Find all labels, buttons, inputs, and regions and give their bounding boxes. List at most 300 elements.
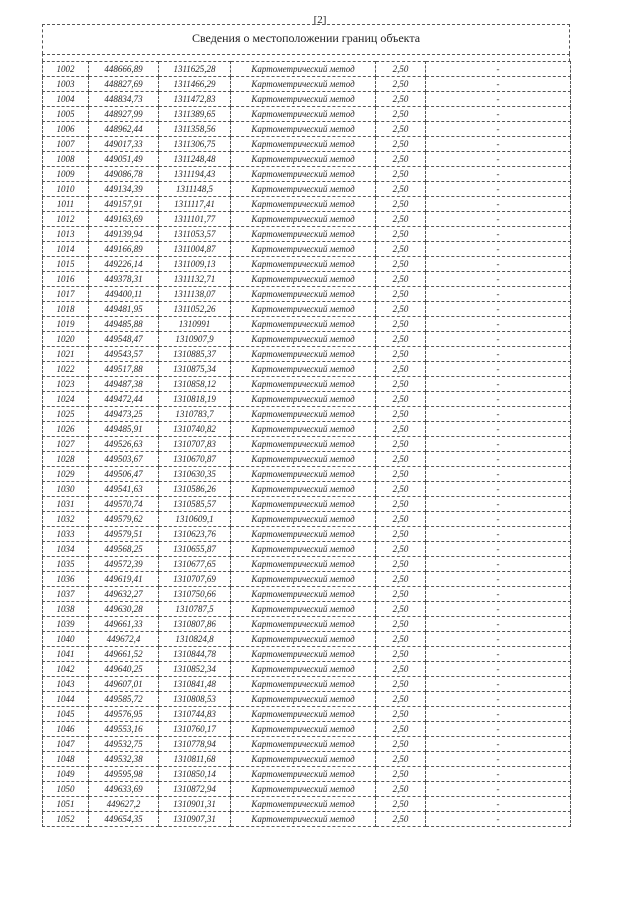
method-cell: Картометрический метод [231, 392, 376, 407]
point-number-cell: 1035 [43, 557, 89, 572]
precision-cell: 2,50 [376, 647, 426, 662]
x-coordinate-cell: 449503,67 [89, 452, 159, 467]
precision-cell: 2,50 [376, 752, 426, 767]
precision-cell: 2,50 [376, 497, 426, 512]
x-coordinate-cell: 449654,35 [89, 812, 159, 827]
description-cell: - [426, 602, 571, 617]
description-cell: - [426, 212, 571, 227]
x-coordinate-cell: 449568,25 [89, 542, 159, 557]
table-row [43, 437, 571, 452]
description-cell: - [426, 422, 571, 437]
y-coordinate-cell: 1310707,69 [159, 572, 231, 587]
table-row [43, 662, 571, 677]
x-coordinate-cell: 449627,2 [89, 797, 159, 812]
x-coordinate-cell: 449661,33 [89, 617, 159, 632]
table-row [43, 782, 571, 797]
method-cell: Картометрический метод [231, 77, 376, 92]
description-cell: - [426, 797, 571, 812]
point-number-cell: 1050 [43, 782, 89, 797]
description-cell: - [426, 182, 571, 197]
method-cell: Картометрический метод [231, 62, 376, 77]
table-row [43, 287, 571, 302]
table-row [43, 182, 571, 197]
y-coordinate-cell: 1311053,57 [159, 227, 231, 242]
header-spacer [42, 54, 570, 61]
table-row [43, 137, 571, 152]
y-coordinate-cell: 1311306,75 [159, 137, 231, 152]
precision-cell: 2,50 [376, 602, 426, 617]
precision-cell: 2,50 [376, 287, 426, 302]
table-row [43, 347, 571, 362]
table-row [43, 752, 571, 767]
point-number-cell: 1011 [43, 197, 89, 212]
y-coordinate-cell: 1310778,94 [159, 737, 231, 752]
description-cell: - [426, 542, 571, 557]
x-coordinate-cell: 449134,39 [89, 182, 159, 197]
y-coordinate-cell: 1311389,65 [159, 107, 231, 122]
x-coordinate-cell: 449166,89 [89, 242, 159, 257]
table-row [43, 767, 571, 782]
method-cell: Картометрический метод [231, 467, 376, 482]
point-number-cell: 1032 [43, 512, 89, 527]
method-cell: Картометрический метод [231, 197, 376, 212]
method-cell: Картометрический метод [231, 227, 376, 242]
x-coordinate-cell: 448827,69 [89, 77, 159, 92]
table-row [43, 692, 571, 707]
precision-cell: 2,50 [376, 212, 426, 227]
table-row [43, 617, 571, 632]
table-row [43, 452, 571, 467]
x-coordinate-cell: 449548,47 [89, 332, 159, 347]
x-coordinate-cell: 449472,44 [89, 392, 159, 407]
point-number-cell: 1039 [43, 617, 89, 632]
y-coordinate-cell: 1310670,87 [159, 452, 231, 467]
method-cell: Картометрический метод [231, 722, 376, 737]
y-coordinate-cell: 1311101,77 [159, 212, 231, 227]
coordinates-table-body [43, 62, 571, 827]
point-number-cell: 1002 [43, 62, 89, 77]
table-row [43, 242, 571, 257]
table-row [43, 482, 571, 497]
point-number-cell: 1003 [43, 77, 89, 92]
description-cell: - [426, 407, 571, 422]
precision-cell: 2,50 [376, 707, 426, 722]
precision-cell: 2,50 [376, 347, 426, 362]
method-cell: Картометрический метод [231, 362, 376, 377]
x-coordinate-cell: 449517,88 [89, 362, 159, 377]
method-cell: Картометрический метод [231, 587, 376, 602]
y-coordinate-cell: 1310844,78 [159, 647, 231, 662]
method-cell: Картометрический метод [231, 497, 376, 512]
y-coordinate-cell: 1310852,34 [159, 662, 231, 677]
point-number-cell: 1014 [43, 242, 89, 257]
description-cell: - [426, 587, 571, 602]
point-number-cell: 1049 [43, 767, 89, 782]
table-row [43, 497, 571, 512]
description-cell: - [426, 137, 571, 152]
x-coordinate-cell: 449051,49 [89, 152, 159, 167]
description-cell: - [426, 767, 571, 782]
method-cell: Картометрический метод [231, 707, 376, 722]
x-coordinate-cell: 449585,72 [89, 692, 159, 707]
y-coordinate-cell: 1310655,87 [159, 542, 231, 557]
y-coordinate-cell: 1310630,35 [159, 467, 231, 482]
x-coordinate-cell: 449532,75 [89, 737, 159, 752]
table-row [43, 92, 571, 107]
description-cell: - [426, 77, 571, 92]
description-cell: - [426, 632, 571, 647]
point-number-cell: 1030 [43, 482, 89, 497]
description-cell: - [426, 167, 571, 182]
point-number-cell: 1029 [43, 467, 89, 482]
table-row [43, 587, 571, 602]
y-coordinate-cell: 1311132,71 [159, 272, 231, 287]
precision-cell: 2,50 [376, 437, 426, 452]
x-coordinate-cell: 449485,91 [89, 422, 159, 437]
precision-cell: 2,50 [376, 467, 426, 482]
y-coordinate-cell: 1311117,41 [159, 197, 231, 212]
x-coordinate-cell: 449473,25 [89, 407, 159, 422]
method-cell: Картометрический метод [231, 137, 376, 152]
point-number-cell: 1012 [43, 212, 89, 227]
x-coordinate-cell: 449661,52 [89, 647, 159, 662]
table-row [43, 212, 571, 227]
point-number-cell: 1008 [43, 152, 89, 167]
y-coordinate-cell: 1310875,34 [159, 362, 231, 377]
method-cell: Картометрический метод [231, 122, 376, 137]
x-coordinate-cell: 449378,31 [89, 272, 159, 287]
description-cell: - [426, 362, 571, 377]
method-cell: Картометрический метод [231, 647, 376, 662]
precision-cell: 2,50 [376, 482, 426, 497]
description-cell: - [426, 617, 571, 632]
precision-cell: 2,50 [376, 767, 426, 782]
point-number-cell: 1028 [43, 452, 89, 467]
table-row [43, 77, 571, 92]
point-number-cell: 1051 [43, 797, 89, 812]
point-number-cell: 1017 [43, 287, 89, 302]
x-coordinate-cell: 449553,16 [89, 722, 159, 737]
point-number-cell: 1044 [43, 692, 89, 707]
precision-cell: 2,50 [376, 527, 426, 542]
point-number-cell: 1025 [43, 407, 89, 422]
table-row [43, 122, 571, 137]
x-coordinate-cell: 449579,51 [89, 527, 159, 542]
point-number-cell: 1040 [43, 632, 89, 647]
method-cell: Картометрический метод [231, 692, 376, 707]
x-coordinate-cell: 449487,38 [89, 377, 159, 392]
method-cell: Картометрический метод [231, 767, 376, 782]
x-coordinate-cell: 448927,99 [89, 107, 159, 122]
y-coordinate-cell: 1310808,53 [159, 692, 231, 707]
x-coordinate-cell: 449481,95 [89, 302, 159, 317]
point-number-cell: 1018 [43, 302, 89, 317]
description-cell: - [426, 317, 571, 332]
table-row [43, 512, 571, 527]
point-number-cell: 1026 [43, 422, 89, 437]
y-coordinate-cell: 1310787,5 [159, 602, 231, 617]
y-coordinate-cell: 1310585,57 [159, 497, 231, 512]
method-cell: Картометрический метод [231, 752, 376, 767]
description-cell: - [426, 722, 571, 737]
method-cell: Картометрический метод [231, 182, 376, 197]
point-number-cell: 1047 [43, 737, 89, 752]
description-cell: - [426, 122, 571, 137]
table-row [43, 542, 571, 557]
y-coordinate-cell: 1311004,87 [159, 242, 231, 257]
method-cell: Картометрический метод [231, 617, 376, 632]
method-cell: Картометрический метод [231, 452, 376, 467]
precision-cell: 2,50 [376, 182, 426, 197]
method-cell: Картометрический метод [231, 302, 376, 317]
x-coordinate-cell: 449630,28 [89, 602, 159, 617]
precision-cell: 2,50 [376, 737, 426, 752]
description-cell: - [426, 512, 571, 527]
description-cell: - [426, 707, 571, 722]
table-row [43, 632, 571, 647]
method-cell: Картометрический метод [231, 482, 376, 497]
table-row [43, 557, 571, 572]
point-number-cell: 1021 [43, 347, 89, 362]
y-coordinate-cell: 1311148,5 [159, 182, 231, 197]
precision-cell: 2,50 [376, 557, 426, 572]
precision-cell: 2,50 [376, 77, 426, 92]
x-coordinate-cell: 449607,01 [89, 677, 159, 692]
precision-cell: 2,50 [376, 542, 426, 557]
description-cell: - [426, 557, 571, 572]
table-row [43, 422, 571, 437]
point-number-cell: 1023 [43, 377, 89, 392]
description-cell: - [426, 302, 571, 317]
x-coordinate-cell: 449640,25 [89, 662, 159, 677]
x-coordinate-cell: 449226,14 [89, 257, 159, 272]
point-number-cell: 1041 [43, 647, 89, 662]
method-cell: Картометрический метод [231, 287, 376, 302]
method-cell: Картометрический метод [231, 812, 376, 827]
precision-cell: 2,50 [376, 782, 426, 797]
table-row [43, 272, 571, 287]
description-cell: - [426, 437, 571, 452]
table-row [43, 467, 571, 482]
method-cell: Картометрический метод [231, 242, 376, 257]
point-number-cell: 1015 [43, 257, 89, 272]
method-cell: Картометрический метод [231, 257, 376, 272]
precision-cell: 2,50 [376, 692, 426, 707]
table-row [43, 227, 571, 242]
precision-cell: 2,50 [376, 197, 426, 212]
description-cell: - [426, 107, 571, 122]
precision-cell: 2,50 [376, 362, 426, 377]
precision-cell: 2,50 [376, 227, 426, 242]
y-coordinate-cell: 1310623,76 [159, 527, 231, 542]
table-row [43, 362, 571, 377]
point-number-cell: 1016 [43, 272, 89, 287]
table-row [43, 677, 571, 692]
description-cell: - [426, 662, 571, 677]
description-cell: - [426, 257, 571, 272]
x-coordinate-cell: 449576,95 [89, 707, 159, 722]
x-coordinate-cell: 449526,63 [89, 437, 159, 452]
table-row [43, 317, 571, 332]
method-cell: Картометрический метод [231, 407, 376, 422]
precision-cell: 2,50 [376, 797, 426, 812]
precision-cell: 2,50 [376, 122, 426, 137]
description-cell: - [426, 467, 571, 482]
table-row [43, 407, 571, 422]
y-coordinate-cell: 1310858,12 [159, 377, 231, 392]
table-row [43, 152, 571, 167]
section-title: Сведения о местоположении границ объекта [42, 24, 570, 54]
method-cell: Картометрический метод [231, 437, 376, 452]
x-coordinate-cell: 449672,4 [89, 632, 159, 647]
y-coordinate-cell: 1311052,26 [159, 302, 231, 317]
x-coordinate-cell: 449619,41 [89, 572, 159, 587]
y-coordinate-cell: 1310811,68 [159, 752, 231, 767]
precision-cell: 2,50 [376, 617, 426, 632]
table-row [43, 197, 571, 212]
description-cell: - [426, 62, 571, 77]
y-coordinate-cell: 1311248,48 [159, 152, 231, 167]
x-coordinate-cell: 449017,33 [89, 137, 159, 152]
description-cell: - [426, 482, 571, 497]
method-cell: Картометрический метод [231, 782, 376, 797]
precision-cell: 2,50 [376, 62, 426, 77]
y-coordinate-cell: 1310818,19 [159, 392, 231, 407]
precision-cell: 2,50 [376, 632, 426, 647]
point-number-cell: 1027 [43, 437, 89, 452]
y-coordinate-cell: 1310841,48 [159, 677, 231, 692]
y-coordinate-cell: 1311194,43 [159, 167, 231, 182]
precision-cell: 2,50 [376, 107, 426, 122]
y-coordinate-cell: 1310707,83 [159, 437, 231, 452]
table-row [43, 707, 571, 722]
method-cell: Картометрический метод [231, 332, 376, 347]
point-number-cell: 1033 [43, 527, 89, 542]
precision-cell: 2,50 [376, 662, 426, 677]
precision-cell: 2,50 [376, 722, 426, 737]
point-number-cell: 1046 [43, 722, 89, 737]
y-coordinate-cell: 1310750,66 [159, 587, 231, 602]
coordinates-table [42, 61, 571, 827]
coordinates-sheet [42, 24, 570, 827]
table-row [43, 797, 571, 812]
point-number-cell: 1019 [43, 317, 89, 332]
y-coordinate-cell: 1310740,82 [159, 422, 231, 437]
method-cell: Картометрический метод [231, 167, 376, 182]
description-cell: - [426, 677, 571, 692]
x-coordinate-cell: 449595,98 [89, 767, 159, 782]
x-coordinate-cell: 449579,62 [89, 512, 159, 527]
y-coordinate-cell: 1311466,29 [159, 77, 231, 92]
precision-cell: 2,50 [376, 512, 426, 527]
point-number-cell: 1013 [43, 227, 89, 242]
x-coordinate-cell: 449506,47 [89, 467, 159, 482]
description-cell: - [426, 242, 571, 257]
table-row [43, 737, 571, 752]
description-cell: - [426, 527, 571, 542]
description-cell: - [426, 377, 571, 392]
x-coordinate-cell: 449086,78 [89, 167, 159, 182]
table-row [43, 332, 571, 347]
description-cell: - [426, 812, 571, 827]
description-cell: - [426, 692, 571, 707]
y-coordinate-cell: 1310677,65 [159, 557, 231, 572]
description-cell: - [426, 347, 571, 362]
x-coordinate-cell: 448666,89 [89, 62, 159, 77]
x-coordinate-cell: 449157,91 [89, 197, 159, 212]
point-number-cell: 1010 [43, 182, 89, 197]
precision-cell: 2,50 [376, 92, 426, 107]
y-coordinate-cell: 1310991 [159, 317, 231, 332]
table-row [43, 302, 571, 317]
description-cell: - [426, 332, 571, 347]
method-cell: Картометрический метод [231, 212, 376, 227]
point-number-cell: 1009 [43, 167, 89, 182]
method-cell: Картометрический метод [231, 557, 376, 572]
x-coordinate-cell: 448834,73 [89, 92, 159, 107]
y-coordinate-cell: 1310783,7 [159, 407, 231, 422]
method-cell: Картометрический метод [231, 92, 376, 107]
x-coordinate-cell: 449163,69 [89, 212, 159, 227]
table-row [43, 167, 571, 182]
table-row [43, 572, 571, 587]
y-coordinate-cell: 1310744,83 [159, 707, 231, 722]
precision-cell: 2,50 [376, 257, 426, 272]
precision-cell: 2,50 [376, 302, 426, 317]
x-coordinate-cell: 449485,88 [89, 317, 159, 332]
table-row [43, 602, 571, 617]
precision-cell: 2,50 [376, 407, 426, 422]
precision-cell: 2,50 [376, 272, 426, 287]
method-cell: Картометрический метод [231, 797, 376, 812]
point-number-cell: 1036 [43, 572, 89, 587]
x-coordinate-cell: 449139,94 [89, 227, 159, 242]
method-cell: Картометрический метод [231, 677, 376, 692]
point-number-cell: 1038 [43, 602, 89, 617]
x-coordinate-cell: 449400,11 [89, 287, 159, 302]
point-number-cell: 1006 [43, 122, 89, 137]
y-coordinate-cell: 1311138,07 [159, 287, 231, 302]
point-number-cell: 1022 [43, 362, 89, 377]
description-cell: - [426, 392, 571, 407]
description-cell: - [426, 197, 571, 212]
point-number-cell: 1024 [43, 392, 89, 407]
precision-cell: 2,50 [376, 317, 426, 332]
x-coordinate-cell: 449570,74 [89, 497, 159, 512]
method-cell: Картометрический метод [231, 272, 376, 287]
table-row [43, 812, 571, 827]
precision-cell: 2,50 [376, 677, 426, 692]
y-coordinate-cell: 1310807,86 [159, 617, 231, 632]
description-cell: - [426, 287, 571, 302]
x-coordinate-cell: 449532,38 [89, 752, 159, 767]
y-coordinate-cell: 1310872,94 [159, 782, 231, 797]
y-coordinate-cell: 1310907,31 [159, 812, 231, 827]
precision-cell: 2,50 [376, 572, 426, 587]
description-cell: - [426, 782, 571, 797]
x-coordinate-cell: 449541,63 [89, 482, 159, 497]
precision-cell: 2,50 [376, 332, 426, 347]
precision-cell: 2,50 [376, 422, 426, 437]
point-number-cell: 1048 [43, 752, 89, 767]
point-number-cell: 1045 [43, 707, 89, 722]
method-cell: Картометрический метод [231, 317, 376, 332]
description-cell: - [426, 152, 571, 167]
precision-cell: 2,50 [376, 377, 426, 392]
table-row [43, 377, 571, 392]
precision-cell: 2,50 [376, 152, 426, 167]
method-cell: Картометрический метод [231, 572, 376, 587]
